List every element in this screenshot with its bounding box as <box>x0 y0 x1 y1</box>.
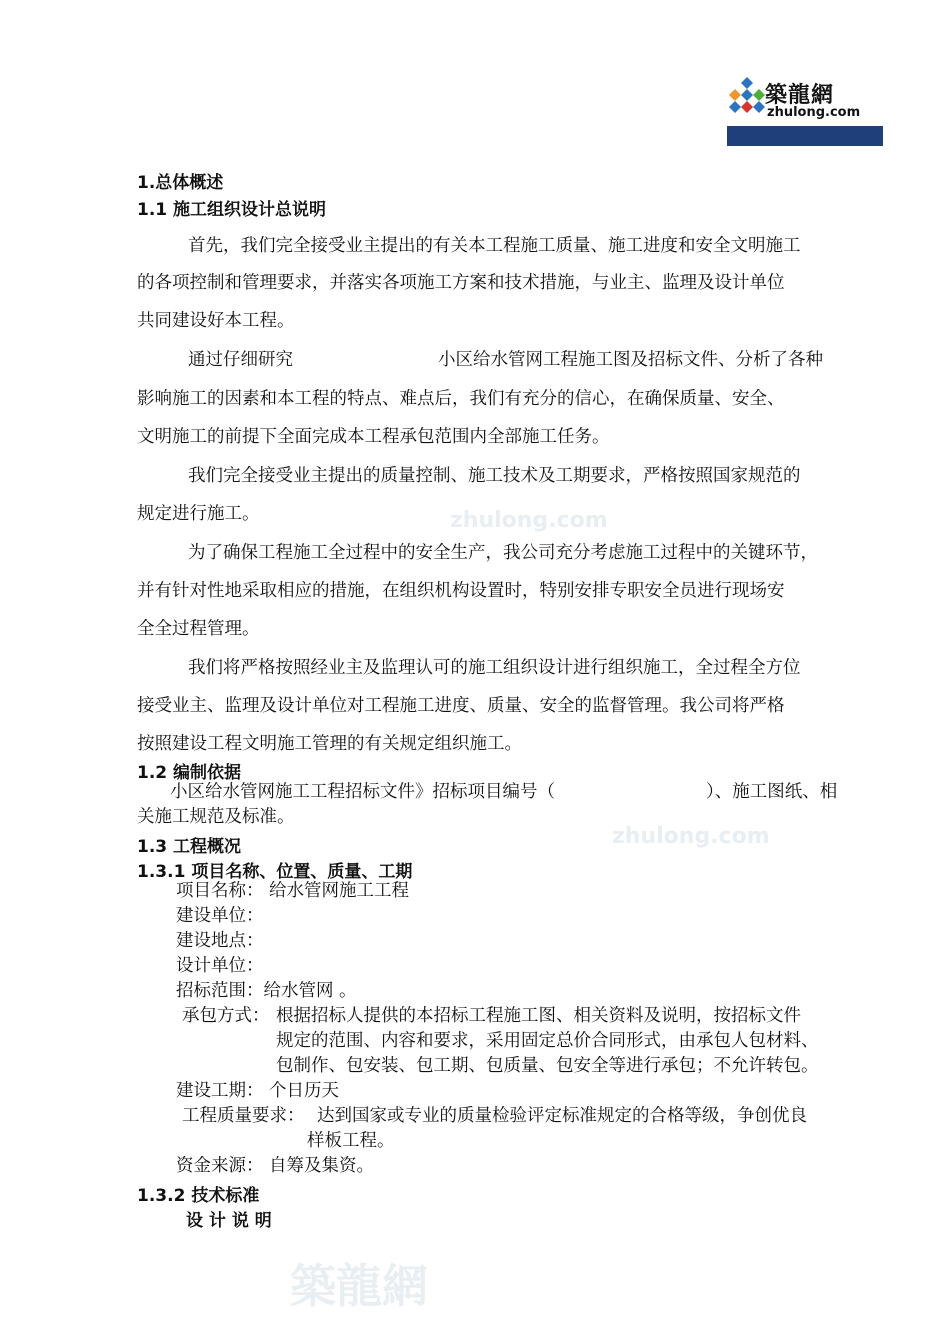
logo-chinese-name: 築龍網 <box>765 82 835 108</box>
heading-1: 1.总体概述 <box>137 173 224 193</box>
field-contract-line-1: 根据招标人提供的本招标工程施工图、相关资料及说明，按招标文件 <box>276 1006 801 1026</box>
logo-tagline-bar <box>727 126 883 199</box>
field-location: 建设地点： <box>176 931 264 951</box>
paragraph-1-line-1: 首先，我们完全接受业主提出的有关本工程施工质量、施工进度和安全文明施工 <box>188 236 801 256</box>
paragraph-5-line-1: 我们将严格按照经业主及监理认可的施工组织设计进行组织施工，全过程全方位 <box>188 658 801 678</box>
paragraph-3-line-1: 我们完全接受业主提出的质量控制、施工技术及工期要求，严格按照国家规范的 <box>188 466 801 486</box>
heading-1-1: 1.1 施工组织设计总说明 <box>137 200 327 220</box>
field-designer: 设计单位： <box>176 956 264 976</box>
paragraph-3-line-2: 规定进行施工。 <box>137 504 260 524</box>
heading-1-3: 1.3 工程概况 <box>137 837 242 857</box>
paragraph-5-line-2: 接受业主、监理及设计单位对工程施工进度、质量、安全的监督管理。我公司将严格 <box>137 696 785 716</box>
paragraph-1-line-2: 的各项控制和管理要求，并落实各项施工方案和技术措施，与业主、监理及设计单位 <box>137 273 785 293</box>
basis-line-1-start: 小区给水管网施工工程招标文件》招标项目编号（ <box>170 782 555 802</box>
heading-1-3-1: 1.3.1 项目名称、位置、质量、工期 <box>137 862 413 882</box>
heading-1-3-2: 1.3.2 技术标准 <box>137 1186 260 1206</box>
field-funding: 资金来源： 自筹及集资。 <box>176 1156 375 1176</box>
field-contract-line-3: 包制作、包安装、包工期、包质量、包安全等进行承包；不允许转包。 <box>276 1056 819 1076</box>
paragraph-2-line-2: 影响施工的因素和本工程的特点、难点后，我们有充分的信心，在确保质量、安全、 <box>137 389 785 409</box>
paragraph-2-cont: 小区给水管网工程施工图及招标文件、分析了各种 <box>438 350 823 370</box>
zhulong-emblem-icon <box>729 75 765 123</box>
paragraph-4-line-2: 并有针对性地采取相应的措施，在组织机构设置时，特别安排专职安全员进行现场安 <box>137 581 785 601</box>
basis-line-1-end: ）、施工图纸、相 <box>706 782 838 802</box>
field-contract-label: 承包方式： <box>182 1006 270 1026</box>
paragraph-1-line-3: 共同建设好本工程。 <box>137 311 295 331</box>
field-project-name: 项目名称： 给水管网施工工程 <box>176 881 410 901</box>
paragraph-4-line-1: 为了确保工程施工全过程中的安全生产，我公司充分考虑施工过程中的关键环节， <box>188 543 818 563</box>
field-quality-line-1: 达到国家或专业的质量检验评定标准规定的合格等级，争创优良 <box>317 1106 807 1126</box>
field-owner: 建设单位： <box>176 906 264 926</box>
paragraph-5-line-3: 按照建设工程文明施工管理的有关规定组织施工。 <box>137 734 522 754</box>
field-contract-line-2: 规定的范围、内容和要求，采用固定总价合同形式，由承包人包材料、 <box>276 1031 819 1051</box>
design-notes-heading: 设 计 说 明 <box>186 1211 272 1231</box>
field-quality-label: 工程质量要求： <box>182 1106 305 1126</box>
paragraph-2-start: 通过仔细研究 <box>188 350 293 370</box>
basis-line-2: 关施工规范及标准。 <box>137 807 295 827</box>
field-quality-line-2: 样板工程。 <box>307 1131 395 1151</box>
watermark-site-2: zhulong.com <box>612 824 770 849</box>
watermark-site: zhulong.com <box>450 508 608 533</box>
heading-1-2: 1.2 编制依据 <box>137 763 242 783</box>
paragraph-4-line-3: 全全过程管理。 <box>137 619 260 639</box>
zhulong-logo <box>727 72 883 199</box>
logo-site-name: zhulong.com <box>767 105 861 120</box>
field-period: 建设工期： 个日历天 <box>176 1081 340 1101</box>
field-scope: 招标范围：给水管网 。 <box>176 981 357 1001</box>
logo-tagline: 建筑资料下载就在筑龙网 <box>730 185 868 199</box>
watermark-brand: 築龍網 <box>290 1259 428 1313</box>
paragraph-2-line-3: 文明施工的前提下全面完成本工程承包范围内全部施工任务。 <box>137 427 610 447</box>
